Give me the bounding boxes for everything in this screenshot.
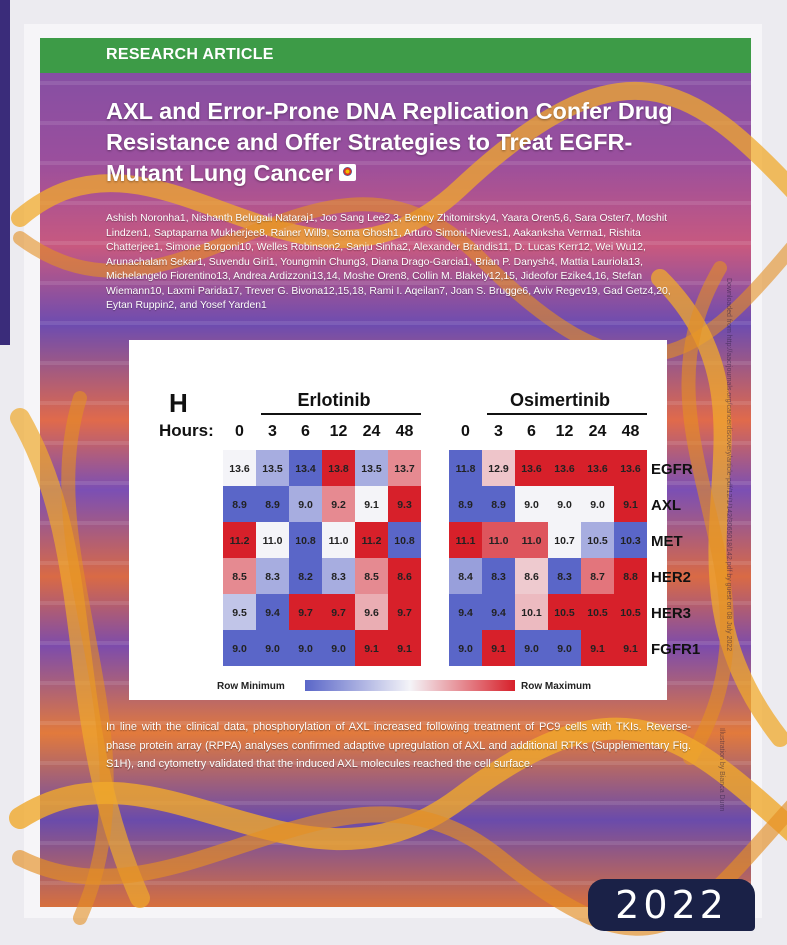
illustration-credit: Illustration by Bianca Dunn [718, 728, 725, 812]
cell-value-label: 9.0 [557, 643, 572, 655]
cell-value-label: 11.0 [262, 535, 283, 547]
cell-value-label: 9.4 [458, 607, 473, 619]
title-text: AXL and Error-Prone DNA Replication Confer Drug Resistance and Offer Strategies to Treat EGFR-Mutant Lung Cancer [106, 98, 673, 186]
cell-value-label: 8.3 [491, 571, 506, 583]
download-notice: Downloaded from http://aacrjournals.org/cancerdiscovery/article-pdf/12/1/142/3065018/142.pdf by guest on 08 July 2022 [725, 278, 732, 652]
cell-value-label: 13.8 [328, 463, 349, 475]
cell-value-label: 9.4 [265, 607, 280, 619]
row-label-fgfr1: FGFR1 [651, 641, 701, 658]
cell-value-label: 13.6 [554, 463, 575, 475]
cell-value-label: 9.1 [397, 643, 412, 655]
cell-value-label: 10.1 [521, 607, 542, 619]
cell-value-label: 10.8 [394, 535, 415, 547]
cell-value-label: 8.3 [557, 571, 572, 583]
cell-value-label: 10.5 [587, 535, 608, 547]
cell-value-label: 11.0 [488, 535, 509, 547]
cell-value-label: 13.6 [620, 463, 641, 475]
cell-value-label: 8.3 [265, 571, 280, 583]
hour-tick-label: 3 [268, 423, 277, 440]
cell-value-label: 9.1 [590, 643, 605, 655]
cell-value-label: 9.0 [232, 643, 247, 655]
legend-min-label: Row Minimum [217, 681, 285, 692]
cell-value-label: 9.0 [298, 643, 313, 655]
check-for-updates-icon[interactable] [339, 164, 356, 181]
cell-value-label: 13.5 [361, 463, 382, 475]
section-label: RESEARCH ARTICLE [106, 46, 274, 63]
cell-value-label: 9.7 [298, 607, 313, 619]
cell-value-label: 11.0 [328, 535, 349, 547]
cell-value-label: 9.4 [491, 607, 506, 619]
group-title-erlotinib: Erlotinib [297, 390, 371, 410]
cell-value-label: 9.1 [623, 499, 638, 511]
cell-value-label: 13.7 [394, 463, 415, 475]
heatmap-chart [129, 340, 701, 700]
hour-tick-label: 0 [461, 423, 470, 440]
cell-value-label: 13.6 [229, 463, 250, 475]
article-cover [40, 38, 751, 927]
cell-value-label: 8.9 [491, 499, 506, 511]
legend-color-bar [305, 680, 515, 691]
row-label-her3: HER3 [651, 605, 692, 622]
hour-tick-label: 3 [494, 423, 503, 440]
author-list: Ashish Noronha1, Nishanth Belugali Nataraj1, Joo Sang Lee2,3, Benny Zhitomirsky4, Yaara Oren5,6, Sara Oster7, Moshit Lindzen1, Saptaparna Mukherjee8, Rainer Will9, Soma Ghosh1, Arturo Simoni-Nieves1, Aakanksha Verma1, Rishita Chatterjee1, Simone Borgoni10, Welles Robinson2, Sanju Sinha2, Alexander Brandis11, D. Lucas Kerr12, Wei Wu12, Arunachalam Sekar1, Suvendu Giri1, Youngmin Chung3, Diana Drago-Garcia1, Brian P. Danysh4, Mattia Lauriola13, Michelangelo Fiorentino13, Andrea Ardizzoni13,14, Moshe Oren8, Collin M. Blakely12,15, Jideofor Ezike4,16, Stefan Wiemann10, Laxmi Parida17, Trever G. Bivona12,15,18, Rami I. Aqeilan7, Joan S. Brugge6, Aviv Regev19, Gad Getz4,20, Eytan Ruppin2, and Yosef Yarden1 [106, 213, 671, 311]
row-label-her2: HER2 [651, 569, 692, 586]
group-title-osimertinib: Osimertinib [509, 390, 611, 410]
cell-value-label: 10.8 [295, 535, 316, 547]
hour-tick-label: 24 [588, 423, 607, 440]
cell-value-label: 8.9 [265, 499, 280, 511]
cell-value-label: 9.0 [265, 643, 280, 655]
cell-value-label: 9.0 [524, 643, 539, 655]
cell-value-label: 9.1 [364, 643, 379, 655]
cell-value-label: 9.7 [331, 607, 346, 619]
cell-value-label: 8.5 [232, 571, 247, 583]
hours-label: Hours: [159, 421, 214, 440]
cell-value-label: 8.4 [458, 571, 473, 583]
cell-value-label: 11.8 [455, 463, 476, 475]
cell-value-label: 9.1 [364, 499, 379, 511]
cell-value-label: 10.3 [620, 535, 641, 547]
cell-value-label: 11.1 [455, 535, 476, 547]
hour-tick-label: 6 [301, 423, 310, 440]
cell-value-label: 8.6 [397, 571, 412, 583]
cell-value-label: 13.6 [521, 463, 542, 475]
panel-label: H [169, 388, 188, 418]
cell-value-label: 8.7 [590, 571, 605, 583]
cell-value-label: 9.2 [331, 499, 346, 511]
cell-value-label: 11.2 [229, 535, 250, 547]
cell-value-label: 9.5 [232, 607, 247, 619]
cell-value-label: 9.6 [364, 607, 379, 619]
cell-value-label: 10.7 [554, 535, 575, 547]
cell-value-label: 9.0 [298, 499, 313, 511]
cell-value-label: 9.1 [623, 643, 638, 655]
cell-value-label: 9.0 [590, 499, 605, 511]
hour-tick-label: 24 [362, 423, 381, 440]
cell-value-label: 9.1 [491, 643, 506, 655]
cell-value-label: 9.0 [458, 643, 473, 655]
cell-value-label: 13.5 [262, 463, 283, 475]
cell-value-label: 8.8 [623, 571, 638, 583]
cell-value-label: 10.5 [620, 607, 641, 619]
figure-caption: In line with the clinical data, phosphorylation of AXL increased following treatment of PC9 cells with TKIs. Reverse-phase protein array (RPPA) analyses confirmed adaptive upregulation of AXL and additional RTKs (Supplementary Fig. S1H), and cytometry validated that the induced AXL molecules reached the cell surface. [106, 721, 691, 770]
cell-value-label: 9.0 [524, 499, 539, 511]
cell-value-label: 10.5 [587, 607, 608, 619]
cell-value-label: 9.3 [397, 499, 412, 511]
cell-value-label: 9.0 [331, 643, 346, 655]
hour-tick-label: 48 [395, 423, 414, 440]
cell-value-label: 8.9 [232, 499, 247, 511]
hour-tick-label: 48 [621, 423, 640, 440]
row-label-met: MET [651, 533, 683, 550]
cell-value-label: 9.0 [557, 499, 572, 511]
left-edge-strip [0, 0, 10, 345]
year-badge: 2022 [588, 879, 755, 931]
cell-value-label: 8.5 [364, 571, 379, 583]
cell-value-label: 10.5 [554, 607, 575, 619]
row-label-egfr: EGFR [651, 461, 693, 478]
heatmap-figure [129, 340, 701, 700]
article-title [106, 96, 706, 189]
hour-tick-label: 12 [555, 423, 574, 440]
cell-value-label: 12.9 [488, 463, 509, 475]
cell-value-label: 11.2 [361, 535, 382, 547]
header-bar [40, 38, 751, 73]
row-label-axl: AXL [651, 497, 681, 514]
cell-value-label: 8.6 [524, 571, 539, 583]
hour-tick-label: 0 [235, 423, 244, 440]
cell-value-label: 8.2 [298, 571, 313, 583]
cell-value-label: 13.4 [295, 463, 316, 475]
cell-value-label: 8.3 [331, 571, 346, 583]
cell-value-label: 9.7 [397, 607, 412, 619]
hour-tick-label: 12 [329, 423, 348, 440]
cell-value-label: 8.9 [458, 499, 473, 511]
legend-max-label: Row Maximum [521, 681, 592, 692]
cell-value-label: 11.0 [521, 535, 542, 547]
hour-tick-label: 6 [527, 423, 536, 440]
cell-value-label: 13.6 [587, 463, 608, 475]
